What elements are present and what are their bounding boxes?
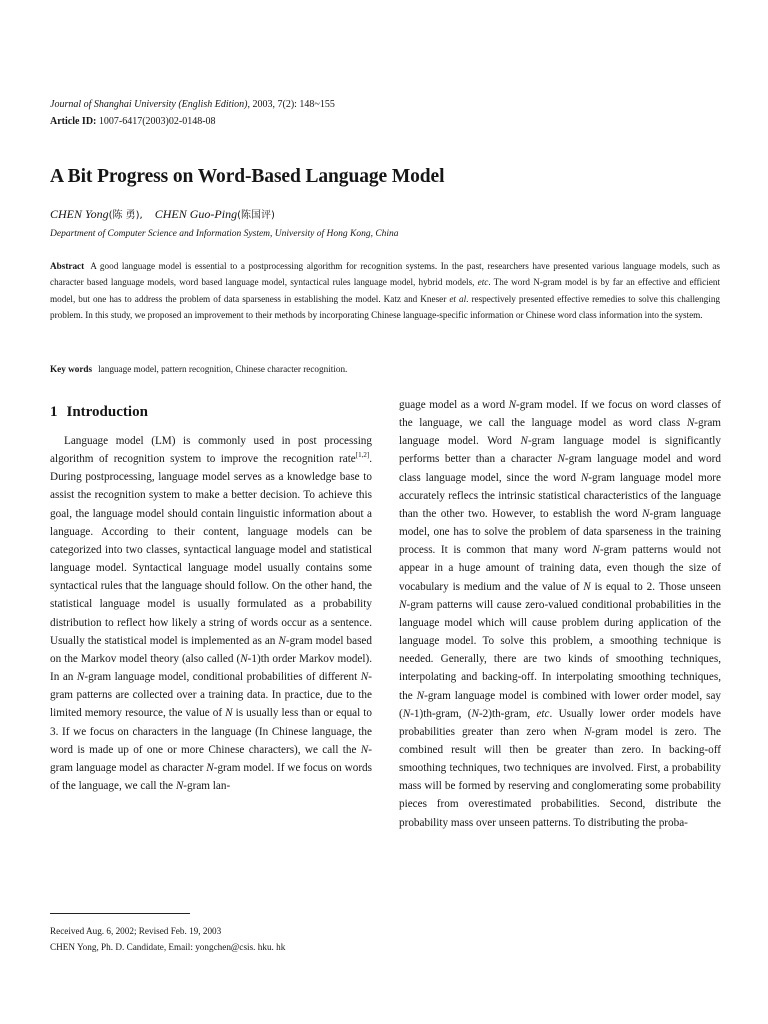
body-paragraph: guage model as a word N-gram model. If we focus on word classes of the language, we call the language model as word class N-gram language model. Word N-gram language model is significantly performs better than a character N-gram language model and word class language model, since the word N-gram language model more accurately reflecs the intrinsic statistical characteristics of the language than the other two. However, to establish the word N-gram language model, one has to solve the problem of data sparseness in the training process. It is common that many word N-gram patterns would not appear in a huge amount of training data, even though the size of vocabulary is medium and the value of N is equal to 2. Those unseen N-gram patterns will cause zero-valued conditional probabilities in the language model which will cause problem during application of the language model. To solve this problem, a smoothing technique is needed. Generally, there are two kinds of smoothing techniques, interpolating and backing-off. In interpolating smoothing techniques, the N-gram language model is combined with lower order model, say (N-1)th-gram, (N-2)th-gram, etc. Usually lower order models have probabilities greater than zero when N-gram model is zero. The combined result will then be greater than zero. In backing-off smoothing techniques, two techniques are involved. First, a probability mass will be formed by reserving and conglomerating some probability pieces from overestimated probabilities. Second, distribute the probability mass over unseen patterns. To distributing the proba- <box>399 399 722 829</box>
citation-volume: , 2003, 7(2): 148~155 <box>247 99 335 110</box>
abstract-et-al: et al <box>449 293 467 304</box>
footnote-divider <box>50 913 190 914</box>
body-column-left <box>50 432 372 795</box>
body-column-right <box>399 396 721 832</box>
keywords <box>50 363 347 375</box>
author-chinese-name: (陈国评) <box>237 210 275 221</box>
abstract-etc: etc <box>477 277 489 288</box>
section-number: 1 <box>50 404 58 420</box>
body-paragraph: Language model (LM) is commonly used in post processing algorithm of recognition system to improve the recognition rate[1,2]. During postprocessing, language model serves as a knowledge base to assist the recognition system to make a better decision. To achieve this goal, the language model should contain linguistic information about a language. According to their content, language models can be categorized into two classes, syntactical language model and statistical language model. Syntactical language model usually contains some syntactical rules that the language should follow. On the other hand, the statistical language model is usually formulated as a probability distribution to reflect how likely a string of words occur as a sentence. Usually the statistical model is implemented as an N-gram model based on the Markov model theory (also called (N-1)th order Markov model). In an N-gram language model, conditional probabilities of different N-gram patterns are collected over a training data. In practice, due to the limited memory resource, the value of N is usually less than or equal to 3. If we focus on characters in the language (In Chinese language, the word is made up of one or more Chinese characters), we call the N-gram language model as character N-gram model. If we focus on words of the language, we call the N-gram lan- <box>50 435 372 792</box>
author-list <box>50 207 275 223</box>
abstract <box>50 258 720 323</box>
author-name: CHEN Guo-Ping <box>154 207 238 221</box>
author-chinese-name: (陈 勇), <box>108 210 143 221</box>
author-affiliation: Department of Computer Science and Information System, University of Hong Kong, China <box>50 229 399 239</box>
footnote-received: Received Aug. 6, 2002; Revised Feb. 19, 2003 <box>50 926 222 936</box>
paper-title: A Bit Progress on Word-Based Language Model <box>50 166 445 187</box>
abstract-text: A good language model is essential to a postprocessing algorithm for recognition systems. In the past, researchers have presented various language models, such as character based language models, word based language model, syntactical rules language model, hybrid models, <box>50 261 720 288</box>
abstract-label: Abstract <box>50 261 85 271</box>
section-title: Introduction <box>66 404 148 420</box>
article-id <box>50 116 216 128</box>
keywords-label: Key words <box>50 364 93 374</box>
article-id-label: Article ID: <box>50 116 97 127</box>
abstract-text: . The word N-gram model is by far an effective and efficient model, but one has to address the problem of data sparseness in establishing the model. Katz and Kneser <box>50 277 720 304</box>
keywords-text: language model, pattern recognition, Chinese character recognition. <box>98 364 348 374</box>
footnote-author: CHEN Yong, Ph. D. Candidate, Email: yongchen@csis. hku. hk <box>50 942 286 952</box>
journal-citation <box>50 99 335 111</box>
author-name: CHEN Yong <box>50 207 109 221</box>
section-heading <box>50 403 148 421</box>
journal-name: Journal of Shanghai University (English Edition) <box>50 99 248 110</box>
abstract-text: . respectively presented effective remedies to solve this challenging problem. In this study, we proposed an improvement to their methods by incorporating Chinese language-specific information or Chinese word class information into the system. <box>50 293 721 320</box>
article-id-value: 1007-6417(2003)02-0148-08 <box>98 116 216 127</box>
